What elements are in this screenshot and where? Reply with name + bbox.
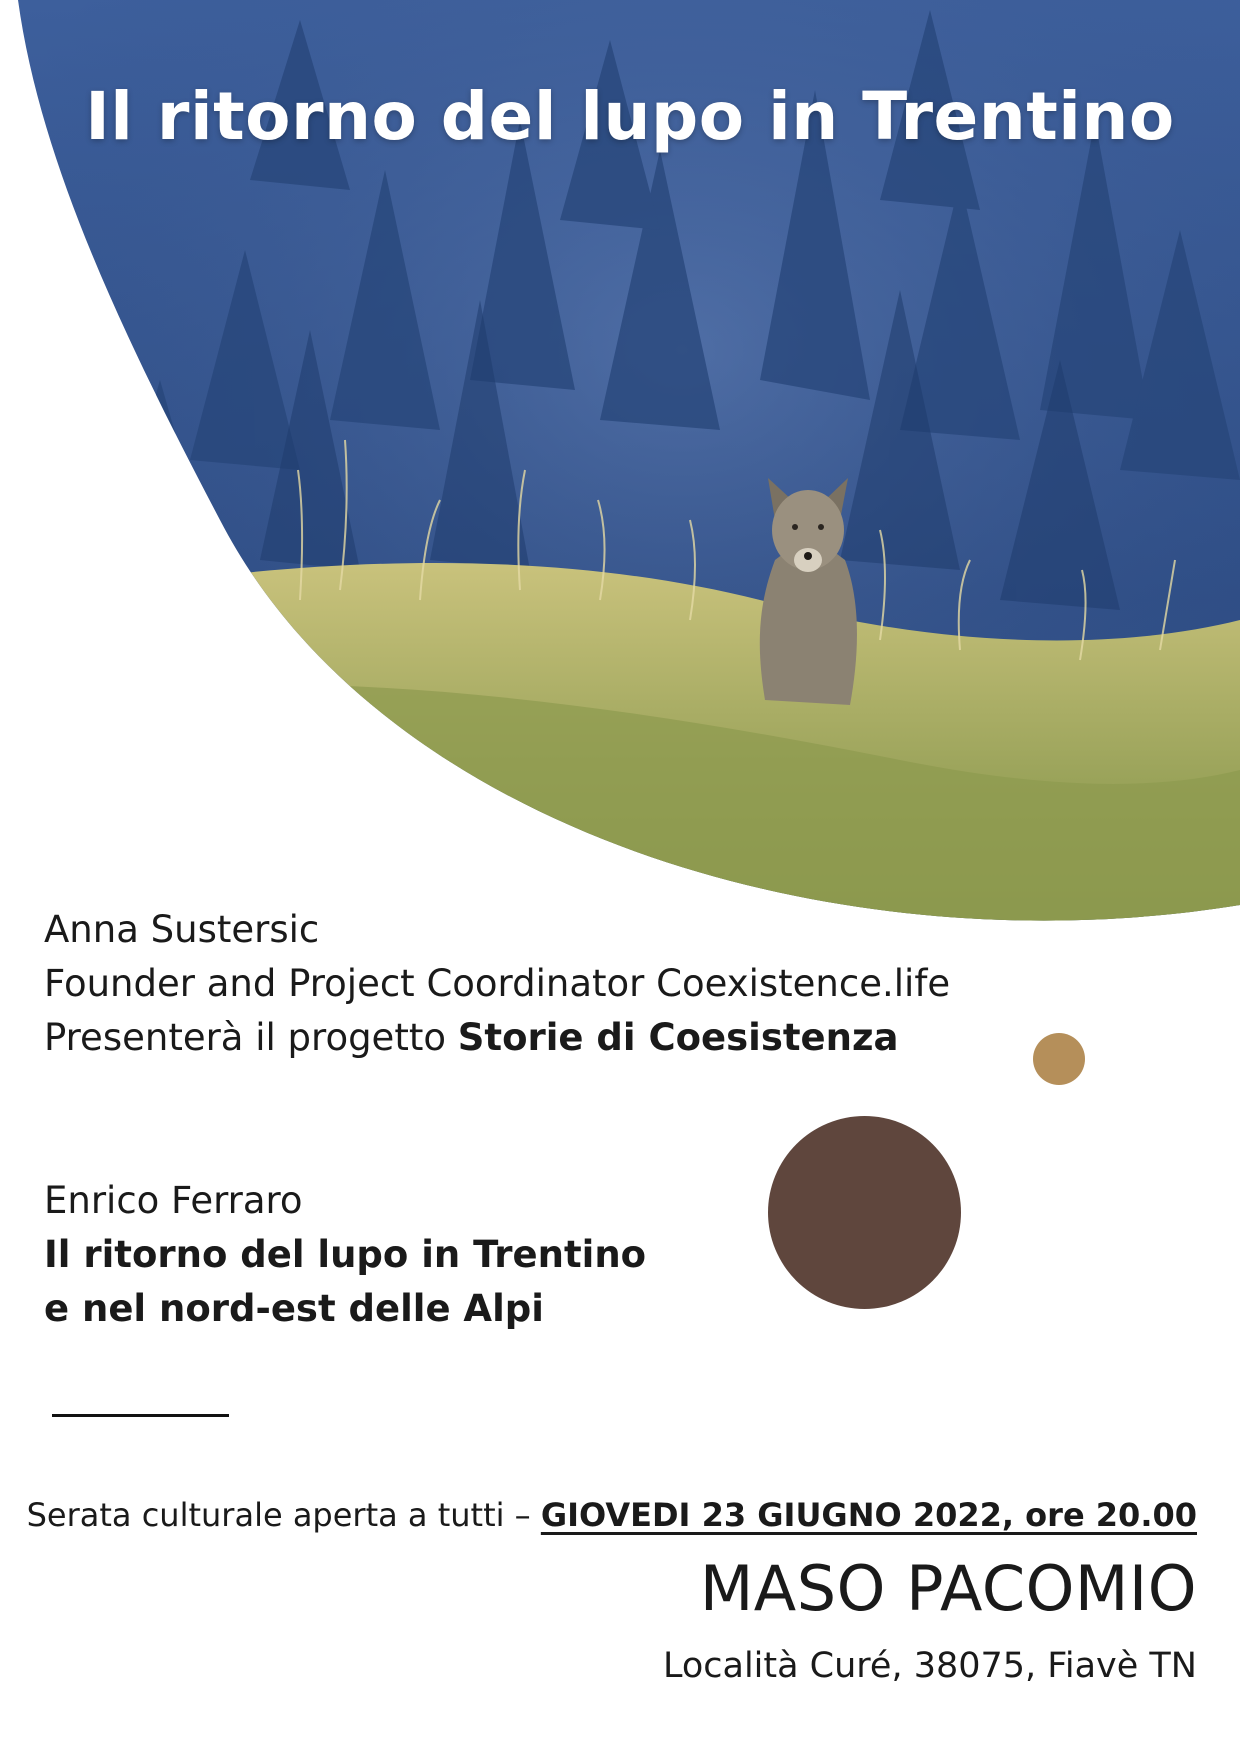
talk-title-line1: Il ritorno del lupo in Trentino (44, 1233, 647, 1276)
poster-title: Il ritorno del lupo in Trentino (85, 78, 1175, 155)
large-decorative-dot (768, 1116, 961, 1309)
speaker-project-line (44, 1011, 950, 1065)
event-date: GIOVEDI 23 GIUGNO 2022, ore 20.00 (540, 1496, 1197, 1534)
divider-line (52, 1414, 229, 1417)
project-line-prefix: Presenterà il progetto (44, 1016, 458, 1059)
small-decorative-dot (1033, 1033, 1085, 1085)
venue-name: MASO PACOMIO (699, 1552, 1197, 1625)
speaker-role: Founder and Project Coordinator Coexistence.life (44, 962, 951, 1005)
project-title: Storie di Coesistenza (457, 1016, 899, 1059)
speaker-name: Enrico Ferraro (44, 1179, 303, 1222)
venue-address: Località Curé, 38075, Fiavè TN (662, 1646, 1197, 1686)
talk-title-line2: e nel nord-est delle Alpi (44, 1287, 544, 1330)
speaker-name: Anna Sustersic (44, 908, 320, 951)
event-intro: Serata culturale aperta a tutti – (26, 1496, 541, 1534)
event-info (27, 1496, 1197, 1534)
speaker-anna (44, 903, 950, 1065)
speaker-enrico (44, 1174, 646, 1336)
